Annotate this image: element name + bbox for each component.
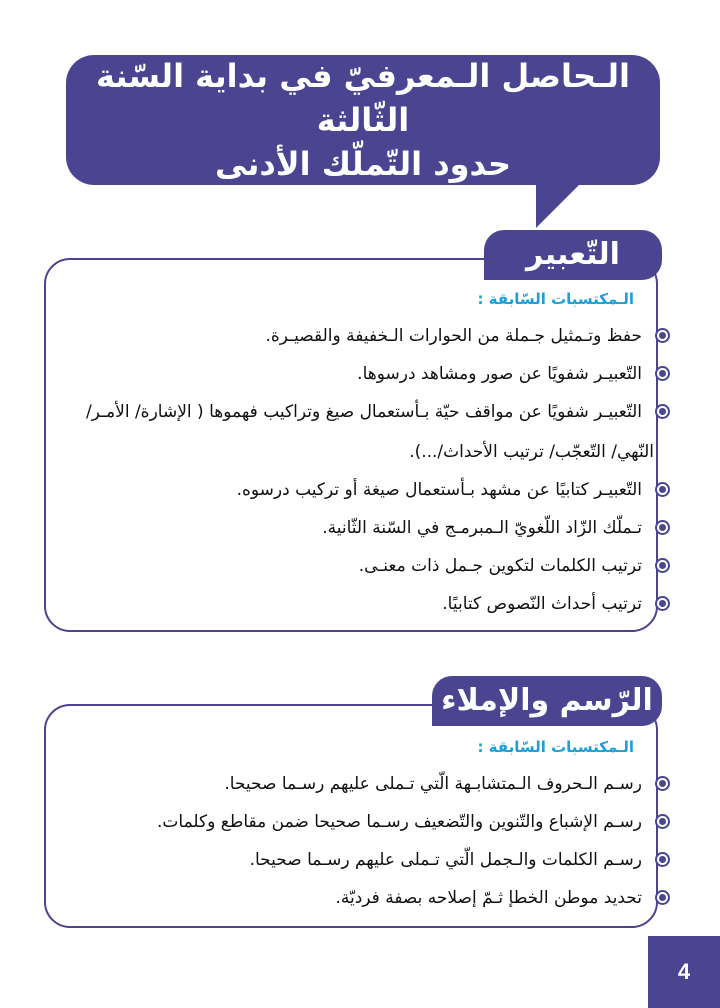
list-item (62, 548, 642, 584)
list-item-text: رسـم الـحروف الـمتشابـهة الّتي تـملى عليهم رسـما صحيحا. (224, 774, 642, 794)
list-item (62, 318, 642, 354)
list-item (62, 394, 642, 430)
bullet-icon (655, 776, 670, 791)
list-item (62, 586, 642, 622)
list-item (62, 356, 642, 392)
bullet-icon (655, 482, 670, 497)
section-tab-expression: التّعبير (484, 230, 662, 280)
list-item (62, 842, 642, 878)
bullet-icon (655, 328, 670, 343)
list-item-text: التّعبيـر كتابيًا عن مشهد بـأستعمال صيغة أو تركيب درسوه. (236, 480, 642, 500)
list-item-text: حفظ وتـمثيل جـملة من الحوارات الـخفيفة والقصيـرة. (265, 326, 642, 346)
page-number: 4 (648, 936, 720, 1008)
section-subhead: الـمكتسبات السّابقة : (477, 290, 634, 308)
list-item (62, 472, 642, 508)
bullet-icon (655, 890, 670, 905)
bullet-icon (655, 558, 670, 573)
list-item (62, 804, 642, 840)
list-item-text: رسـم الإشباع والتّنوين والتّضعيف رسـما صحيحا ضمن مقاطع وكلمات. (157, 812, 642, 832)
bullet-icon (655, 404, 670, 419)
bubble-tail (536, 180, 584, 228)
list-item-continuation: النّهي/ التّعجّب/ ترتيب الأحداث/...). (409, 442, 654, 462)
bullet-icon (655, 520, 670, 535)
list-item-text: ترتيب الكلمات لتكوين جـمل ذات معنـى. (358, 556, 642, 576)
list-item-text: التّعبيـر شفويًا عن صور ومشاهد درسوها. (357, 364, 642, 384)
section-tab-spelling: الرّسم والإملاء (432, 676, 662, 726)
bullet-icon (655, 366, 670, 381)
list-item-text: ترتيب أحداث النّصوص كتابيًا. (442, 594, 642, 614)
list-item-text: رسـم الكلمات والـجمل الّتي تـملى عليهم رسـما صحيحا. (249, 850, 642, 870)
list-item-text: تـملّك الزّاد اللّغويّ الـمبرمـج في السّنة الثّانية. (322, 518, 642, 538)
title-bubble (66, 55, 660, 185)
list-item (62, 880, 642, 916)
page-title: الـحاصل الـمعرفيّ في بداية السّنة الثّالثة (96, 57, 630, 139)
list-item (62, 766, 642, 802)
section-subhead: الـمكتسبات السّابقة : (477, 738, 634, 756)
list-item-text: التّعبيـر شفويًا عن مواقف حيّة بـأستعمال صيغ وتراكيب فهموها ( الإشارة/ الأمـر/ (85, 402, 642, 422)
bullet-icon (655, 596, 670, 611)
bullet-icon (655, 814, 670, 829)
list-item-text: تحديد موطن الخطإ ثـمّ إصلاحه بصفة فرديّة. (335, 888, 642, 908)
page-subtitle: حدود التّملّك الأدنى (214, 145, 512, 183)
list-item (62, 510, 642, 546)
bullet-icon (655, 852, 670, 867)
